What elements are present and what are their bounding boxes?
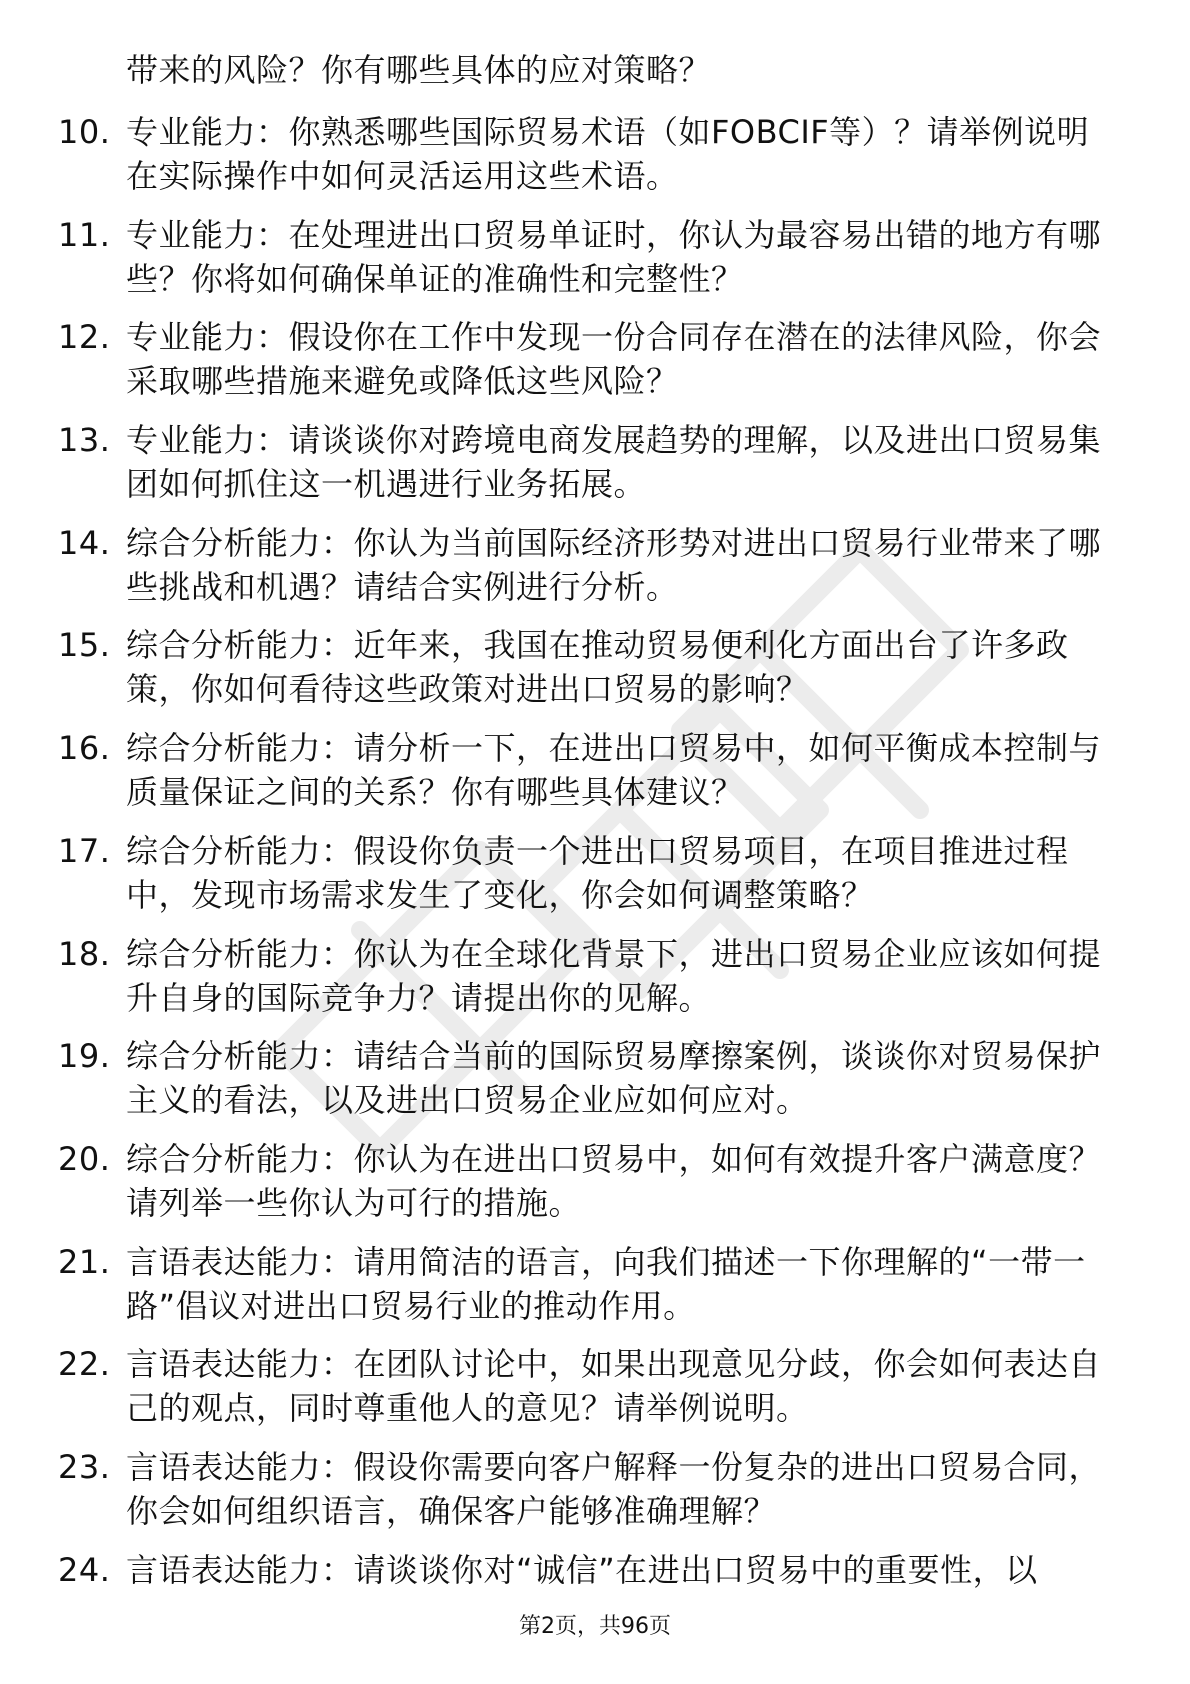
question-text: 综合分析能力：假设你负责一个进出口贸易项目，在项目推进过程中，发现市场需求发生了变化，你会如何调整策略？ <box>126 831 1069 914</box>
question-text: 综合分析能力：请结合当前的国际贸易摩擦案例，谈谈你对贸易保护主义的看法，以及进出口贸易企业应如何应对。 <box>126 1037 1102 1120</box>
list-item <box>0 521 1190 624</box>
question-text: 综合分析能力：请分析一下，在进出口贸易中，如何平衡成本控制与质量保证之间的关系？你有哪些具体建议？ <box>126 729 1102 812</box>
question-text: 言语表达能力：在团队讨论中，如果出现意见分歧，你会如何表达自己的观点，同时尊重他人的意见？请举例说明。 <box>126 1345 1102 1428</box>
question-number: 24. <box>58 1550 111 1589</box>
question-list <box>0 110 1190 1650</box>
question-number: 12. <box>58 318 111 357</box>
continuation-text: 带来的风险？你有哪些具体的应对策略？ <box>126 51 712 89</box>
list-item <box>0 1342 1190 1445</box>
question-number: 23. <box>58 1447 111 1486</box>
list-item <box>0 1137 1190 1240</box>
question-text: 言语表达能力：请用简洁的语言，向我们描述一下你理解的“一带一路”倡议对进出口贸易行业的推动作用。 <box>126 1242 1086 1325</box>
question-text: 综合分析能力：你认为当前国际经济形势对进出口贸易行业带来了哪些挑战和机遇？请结合实例进行分析。 <box>126 523 1102 606</box>
list-item <box>0 623 1190 726</box>
question-text: 专业能力：你熟悉哪些国际贸易术语（如FOBCIF等）？请举例说明在实际操作中如何灵活运用这些术语。 <box>126 113 1090 195</box>
list-item <box>0 1034 1190 1137</box>
question-number: 13. <box>58 421 111 460</box>
question-number: 15. <box>58 626 111 665</box>
question-text: 综合分析能力：你认为在进出口贸易中，如何有效提升客户满意度？请列举一些你认为可行的措施。 <box>126 1139 1102 1222</box>
question-number: 22. <box>58 1345 111 1384</box>
list-item <box>0 726 1190 829</box>
question-number: 14. <box>58 523 111 562</box>
list-item <box>0 1240 1190 1343</box>
question-text: 专业能力：假设你在工作中发现一份合同存在潜在的法律风险，你会采取哪些措施来避免或降低这些风险？ <box>126 318 1102 401</box>
question-number: 21. <box>58 1242 111 1281</box>
list-item <box>0 932 1190 1035</box>
question-number: 17. <box>58 831 111 870</box>
question-text: 言语表达能力：请谈谈你对“诚信”在进出口贸易中的重要性，以 <box>126 1550 1038 1589</box>
question-text: 综合分析能力：你认为在全球化背景下，进出口贸易企业应该如何提升自身的国际竞争力？请提出你的见解。 <box>126 934 1102 1017</box>
list-item <box>0 829 1190 932</box>
page-footer: 第2页，共96页 <box>519 1614 671 1639</box>
question-number: 10. <box>58 113 111 151</box>
list-item <box>0 1445 1190 1548</box>
question-text: 言语表达能力：假设你需要向客户解释一份复杂的进出口贸易合同，你会如何组织语言，确保客户能够准确理解？ <box>126 1447 1102 1530</box>
question-text: 专业能力：在处理进出口贸易单证时，你认为最容易出错的地方有哪些？你将如何确保单证的准确性和完整性？ <box>126 215 1102 298</box>
question-number: 18. <box>58 934 111 973</box>
question-number: 20. <box>58 1139 111 1178</box>
list-item <box>0 418 1190 521</box>
question-text: 综合分析能力：近年来，我国在推动贸易便利化方面出台了许多政策，你如何看待这些政策对进出口贸易的影响？ <box>126 626 1069 709</box>
question-number: 16. <box>58 729 111 768</box>
list-item <box>0 315 1190 418</box>
question-text: 专业能力：请谈谈你对跨境电商发展趋势的理解，以及进出口贸易集团如何抓住这一机遇进行业务拓展。 <box>126 421 1102 504</box>
list-item <box>0 110 1190 213</box>
question-number: 11. <box>58 215 111 254</box>
list-item <box>0 213 1190 316</box>
question-number: 19. <box>58 1037 111 1076</box>
